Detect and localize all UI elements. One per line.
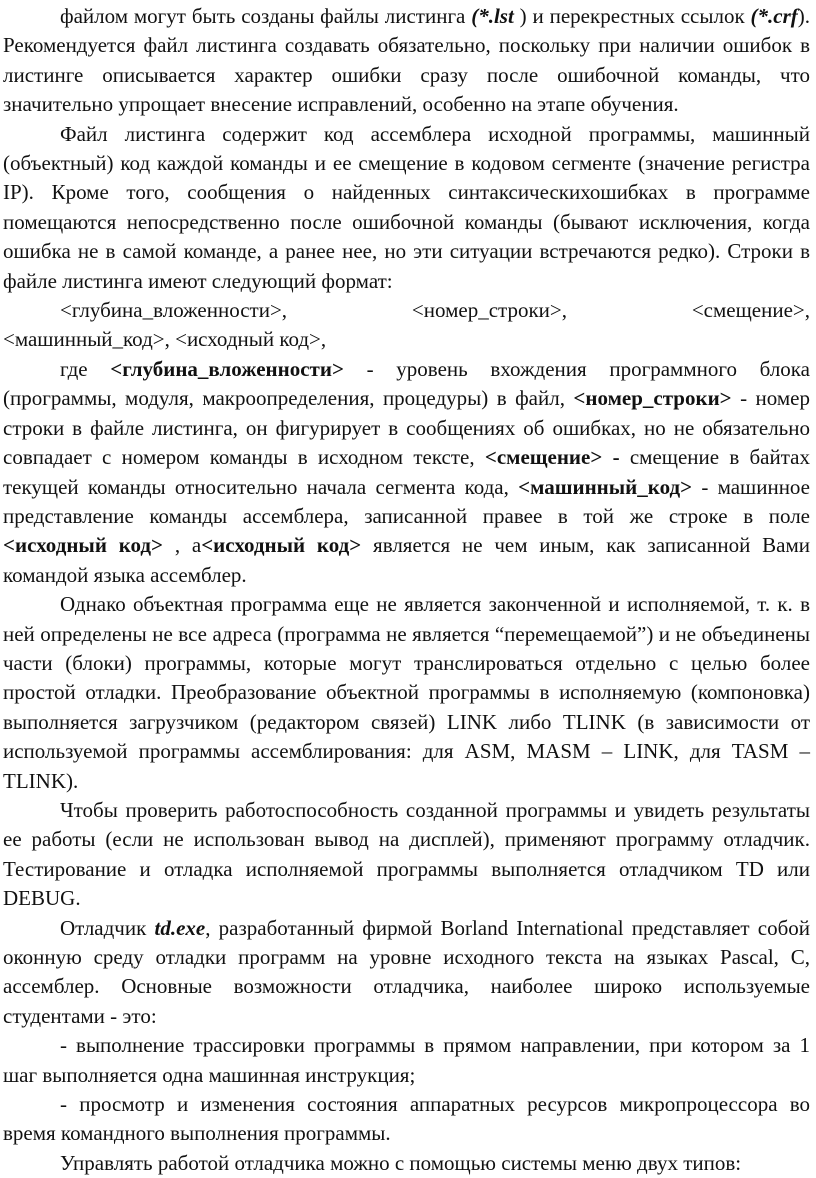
text-fragment: , а — [163, 533, 202, 558]
paragraph-format-fields — [3, 355, 810, 590]
text-fragment: - уровень вхождения программного блока (программы, модуля, макроопределения, процедуры) в файл, — [3, 356, 811, 411]
extension-crf: (*.crf — [750, 4, 798, 28]
text-fragment: - номер строки в файле листинга, он фигурирует в сообщениях об ошибках, но не обязательно совпадает с номером команды в исходном тексте, — [3, 386, 810, 470]
paragraph-listing-contents: Файл листинга содержит код ассемблера исходной программы, машинный (объектный) код каждой команды и ее смещение в кодовом сегменте (значение регистра IP). Кроме того, сообщения о найденных синтаксическихошибках в программе помещаются непосредственно после ошибочной команды (бывают исключения, когда ошибка не в самой команде, а ранее нее, но эти ситуации встречаются редко). Строки в файле листинга имеют следующий формат: — [3, 121, 810, 293]
field-line-number: <номер_строки> — [573, 386, 732, 411]
paragraph-debugging: Чтобы проверить работоспособность созданной программы и увидеть результаты ее работы (если не использован вывод на дисплей), применяют программу отладчик. Тестирование и отладка исполняемой программы выполняется отладчиком TD или DEBUG. — [3, 797, 810, 911]
text-fragment: где — [60, 356, 111, 381]
paragraph-menu-control: Управлять работой отладчика можно с помощью системы меню двух типов: — [60, 1150, 742, 1175]
text-fragment: ) и перекрестных ссылок — [513, 4, 751, 28]
program-name-td-exe: td.exe — [154, 915, 206, 940]
paragraph-listing-files — [3, 2, 810, 120]
field-machine-code: <машинный_код> — [518, 474, 693, 499]
text-fragment: Отладчик — [60, 915, 155, 940]
extension-lst: (*.lst — [471, 4, 514, 28]
format-line-2: <машинный_код>, <исходный код>, — [3, 327, 327, 352]
paragraph-linking: Однако объектная программа еще не является законченной и исполняемой, т. к. в ней определены не все адреса (программа не является “перемещаемой”) и не объединены части (блоки) программы, которые могут транслироваться отдельно с целью более простой отладки. Преобразование объектной программы в исполняемую (компоновка) выполняется загрузчиком (редактором связей) LINK либо TLINK (в зависимости от используемой программы ассемблирования: для ASM, MASM – LINK, для TASM – TLINK). — [3, 592, 810, 793]
paragraph-td-exe — [3, 914, 810, 1032]
text-fragment: - машинное представление команды ассемблера, записанной правее в той же строке в поле — [3, 474, 811, 528]
format-line-1: <глубина_вложенности>, <номер_строки>, <смещение>, — [60, 298, 810, 323]
field-offset: <смещение> - — [484, 445, 620, 470]
document-page — [0, 2, 816, 1175]
text-fragment: ). Рекомендуется файл листинга создавать обязательно, поскольку при наличии ошибок в листинге описывается характер ошибки сразу после ошибочной команды, что значительно упрощает внесение исправлений, особенно на этапе обучения. — [3, 4, 810, 117]
field-nesting-depth: <глубина_вложенности> — [110, 356, 344, 381]
list-item-tracing: - выполнение трассировки программы в прямом направлении, при котором за 1 шаг выполняется одна машинная инструкция; — [3, 1033, 810, 1087]
text-fragment: является не чем иным, как записанной Вами командой языка ассемблер. — [3, 533, 811, 587]
text-fragment: файлом могут быть созданы файлы листинга — [60, 4, 472, 28]
field-source-code-2: <исходный код> — [201, 533, 362, 558]
list-item-hardware-view: - просмотр и изменения состояния аппаратных ресурсов микропроцессора во время командного выполнения программы. — [3, 1092, 810, 1146]
text-fragment: , разработанный фирмой Borland International представляет собой оконную среду отладки программ на уровне исходного текста на языках Pascal, C, ассемблер. Основные возможности отладчика, наиболее широко используемые студентами - это: — [3, 915, 810, 1028]
text-fragment: смещение в байтах текущей команды относительно начала сегмента кода, — [3, 445, 810, 499]
field-source-code: <исходный код> — [3, 533, 164, 558]
